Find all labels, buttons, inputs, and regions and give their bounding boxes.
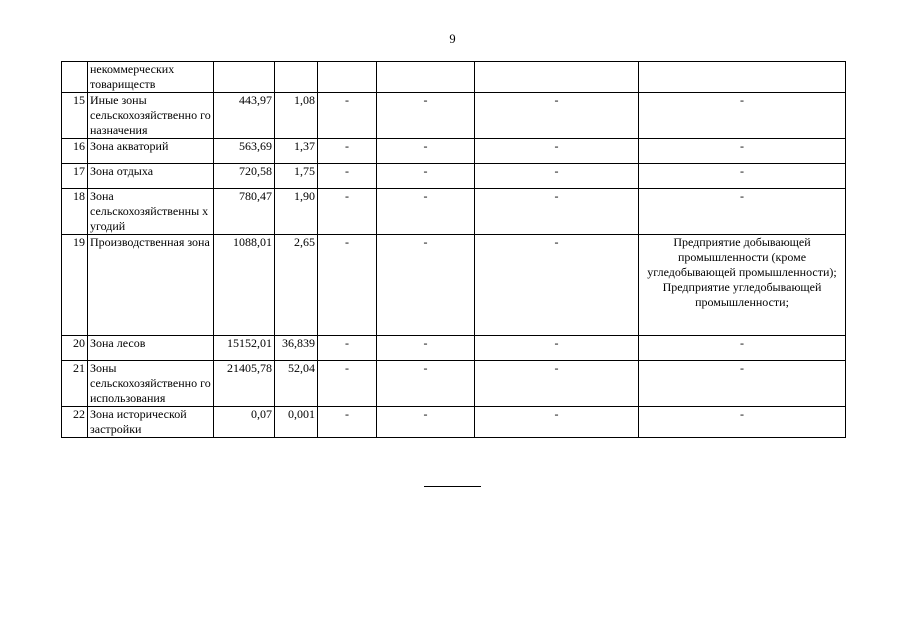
column-8-value: Предприятие добывающей промышленности (кроме угледобывающей промышленности); Предприятие угледобывающей промышленности;	[639, 235, 846, 336]
zone-name: Зона сельскохозяйственны х угодий	[88, 189, 214, 235]
zone-name: Зона лесов	[88, 336, 214, 361]
zone-area: 720,58	[214, 164, 275, 189]
column-5-value: -	[318, 235, 377, 336]
table-row	[62, 336, 846, 361]
zone-name: Зона исторической застройки	[88, 407, 214, 438]
row-number: 21	[62, 361, 88, 407]
column-5-value: -	[318, 93, 377, 139]
zone-percent: 2,65	[275, 235, 318, 336]
column-8-value: -	[639, 189, 846, 235]
zone-name: Зоны сельскохозяйственно го использования	[88, 361, 214, 407]
column-8-value: -	[639, 336, 846, 361]
column-6-value: -	[377, 361, 475, 407]
column-6-value: -	[377, 189, 475, 235]
zone-area: 443,97	[214, 93, 275, 139]
column-6-value: -	[377, 336, 475, 361]
row-number	[62, 62, 88, 93]
column-8-value: -	[639, 139, 846, 164]
column-8-value	[639, 62, 846, 93]
column-6-value: -	[377, 139, 475, 164]
row-number: 16	[62, 139, 88, 164]
row-number: 22	[62, 407, 88, 438]
table-row	[62, 407, 846, 438]
page-number: 9	[449, 32, 456, 46]
row-number: 15	[62, 93, 88, 139]
column-5-value: -	[318, 189, 377, 235]
column-6-value: -	[377, 235, 475, 336]
column-6-value: -	[377, 407, 475, 438]
zone-area: 21405,78	[214, 361, 275, 407]
zone-percent: 1,90	[275, 189, 318, 235]
column-6-value: -	[377, 164, 475, 189]
column-7-value: -	[475, 235, 639, 336]
column-7-value: -	[475, 336, 639, 361]
column-8-value: -	[639, 164, 846, 189]
zone-area: 563,69	[214, 139, 275, 164]
zone-percent: 1,08	[275, 93, 318, 139]
column-7-value: -	[475, 164, 639, 189]
table-row	[62, 361, 846, 407]
zone-percent: 36,839	[275, 336, 318, 361]
table-row	[62, 93, 846, 139]
zone-area: 0,07	[214, 407, 275, 438]
row-number: 19	[62, 235, 88, 336]
column-5-value: -	[318, 139, 377, 164]
row-number: 17	[62, 164, 88, 189]
column-7-value: -	[475, 361, 639, 407]
column-5-value: -	[318, 407, 377, 438]
column-7-value	[475, 62, 639, 93]
column-7-value: -	[475, 407, 639, 438]
table-row	[62, 139, 846, 164]
column-6-value	[377, 62, 475, 93]
column-5-value: -	[318, 164, 377, 189]
column-8-value: -	[639, 361, 846, 407]
zones-table	[61, 61, 846, 438]
column-5-value: -	[318, 361, 377, 407]
table-row	[62, 235, 846, 336]
zone-percent	[275, 62, 318, 93]
zone-percent: 1,37	[275, 139, 318, 164]
zone-area: 780,47	[214, 189, 275, 235]
zone-name: Зона отдыха	[88, 164, 214, 189]
column-8-value: -	[639, 407, 846, 438]
column-6-value: -	[377, 93, 475, 139]
row-number: 20	[62, 336, 88, 361]
zone-name: Производственная зона	[88, 235, 214, 336]
column-5-value	[318, 62, 377, 93]
zone-percent: 52,04	[275, 361, 318, 407]
zone-area: 1088,01	[214, 235, 275, 336]
zone-name: некоммерческих товариществ	[88, 62, 214, 93]
zone-area: 15152,01	[214, 336, 275, 361]
column-7-value: -	[475, 139, 639, 164]
column-5-value: -	[318, 336, 377, 361]
table-row	[62, 62, 846, 93]
footer-divider	[424, 486, 481, 487]
row-number: 18	[62, 189, 88, 235]
zone-name: Зона акваторий	[88, 139, 214, 164]
zone-percent: 1,75	[275, 164, 318, 189]
column-8-value: -	[639, 93, 846, 139]
zone-name: Иные зоны сельскохозяйственно го назначения	[88, 93, 214, 139]
column-7-value: -	[475, 93, 639, 139]
zone-percent: 0,001	[275, 407, 318, 438]
table-row	[62, 189, 846, 235]
zone-area	[214, 62, 275, 93]
table-row	[62, 164, 846, 189]
column-7-value: -	[475, 189, 639, 235]
